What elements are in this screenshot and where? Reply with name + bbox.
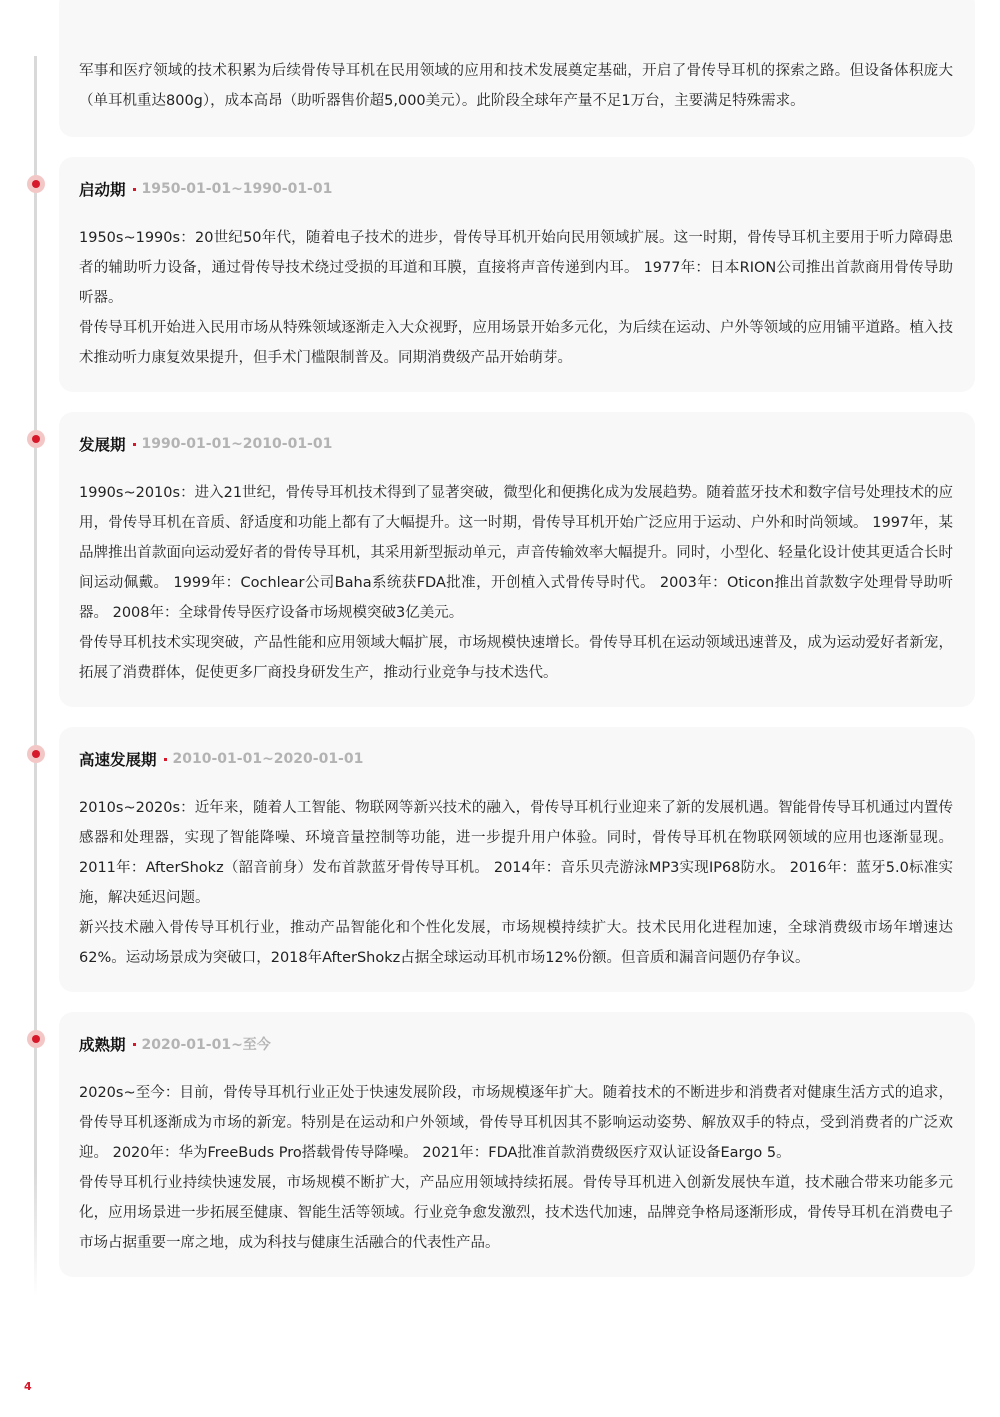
timeline-dot-startup (27, 175, 45, 193)
timeline-line (34, 56, 37, 1296)
stage-header (79, 727, 953, 791)
timeline-dot-rapid-growth (27, 745, 45, 763)
stage-date: 1990-01-01~2010-01-01 (141, 436, 333, 452)
stage-date: 2020-01-01~至今 (141, 1037, 271, 1053)
stage-paragraph: 骨传导耳机技术实现突破，产品性能和应用领域大幅扩展，市场规模快速增长。骨传导耳机在运动领域迅速普及，成为运动爱好者新宠，拓展了消费群体，促使更多厂商投身研发生产，推动行业竞争与技术迭代。 (79, 635, 953, 681)
title-separator-dot (133, 1043, 136, 1046)
stage-header (79, 412, 953, 476)
intro-card-body (79, 56, 953, 116)
stage-header (79, 157, 953, 221)
stage-title: 发展期 (79, 436, 126, 454)
stage-body (79, 1076, 953, 1258)
stage-title: 成熟期 (79, 1036, 126, 1054)
stage-title: 高速发展期 (79, 751, 157, 769)
stage-card-rapid-growth (59, 727, 975, 992)
stage-body (79, 476, 953, 688)
stage-date: 2010-01-01~2020-01-01 (172, 751, 364, 767)
page-number: 4 (24, 1380, 32, 1393)
stage-paragraph: 骨传导耳机行业持续快速发展，市场规模不断扩大，产品应用领域持续拓展。骨传导耳机进入创新发展快车道，技术融合带来功能多元化，应用场景进一步拓展至健康、智能生活等领域。行业竞争愈发激烈，技术迭代加速，品牌竞争格局逐渐形成，骨传导耳机在消费电子市场占据重要一席之地，成为科技与健康生活融合的代表性产品。 (79, 1175, 953, 1251)
stage-title: 启动期 (79, 181, 126, 199)
timeline-dot-mature (27, 1030, 45, 1048)
stage-paragraph: 1950s~1990s：20世纪50年代，随着电子技术的进步，骨传导耳机开始向民用领域扩展。这一时期，骨传导耳机主要用于听力障碍患者的辅助听力设备，通过骨传导技术绕过受损的耳道和耳膜，直接将声音传递到内耳。 1977年：日本RION公司推出首款商用骨传导助听器。 (79, 230, 953, 306)
title-separator-dot (164, 758, 167, 761)
timeline-dot-development (27, 430, 45, 448)
stage-card-development (59, 412, 975, 707)
stage-card-mature (59, 1012, 975, 1277)
stage-paragraph: 2010s~2020s：近年来，随着人工智能、物联网等新兴技术的融入，骨传导耳机行业迎来了新的发展机遇。智能骨传导耳机通过内置传感器和处理器，实现了智能降噪、环境音量控制等功能，进一步提升用户体验。同时，骨传导耳机在物联网领域的应用也逐渐显现。 2011年：AfterShokz（韶音前身）发布首款蓝牙骨传导耳机。 2014年：音乐贝壳游泳MP3实现IP68防水。 2016年：蓝牙5.0标准实施，解决延迟问题。 (79, 800, 953, 906)
stage-date: 1950-01-01~1990-01-01 (141, 181, 333, 197)
stage-body (79, 791, 953, 973)
intro-paragraph: 军事和医疗领域的技术积累为后续骨传导耳机在民用领域的应用和技术发展奠定基础，开启了骨传导耳机的探索之路。但设备体积庞大（单耳机重达800g），成本高昂（助听器售价超5,000美元）。此阶段全球年产量不足1万台，主要满足特殊需求。 (79, 63, 953, 109)
stage-card-startup (59, 157, 975, 392)
title-separator-dot (133, 443, 136, 446)
stage-paragraph: 新兴技术融入骨传导耳机行业，推动产品智能化和个性化发展，市场规模持续扩大。技术民用化进程加速，全球消费级市场年增速达62%。运动场景成为突破口，2018年AfterShokz占据全球运动耳机市场12%份额。但音质和漏音问题仍存争议。 (79, 920, 953, 966)
stage-header (79, 1012, 953, 1076)
intro-card (59, 0, 975, 137)
stage-paragraph: 1990s~2010s：进入21世纪，骨传导耳机技术得到了显著突破，微型化和便携化成为发展趋势。随着蓝牙技术和数字信号处理技术的应用，骨传导耳机在音质、舒适度和功能上都有了大幅提升。这一时期，骨传导耳机开始广泛应用于运动、户外和时尚领域。 1997年，某品牌推出首款面向运动爱好者的骨传导耳机，其采用新型振动单元，声音传输效率大幅提升。同时，小型化、轻量化设计使其更适合长时间运动佩戴。 1999年：Cochlear公司Baha系统获FDA批准，开创植入式骨传导时代。 2003年：Oticon推出首款数字处理骨导助听器。 2008年：全球骨传导医疗设备市场规模突破3亿美元。 (79, 485, 953, 621)
title-separator-dot (133, 188, 136, 191)
stage-body (79, 221, 953, 373)
stage-paragraph: 2020s~至今：目前，骨传导耳机行业正处于快速发展阶段，市场规模逐年扩大。随着技术的不断进步和消费者对健康生活方式的追求，骨传导耳机逐渐成为市场的新宠。特别是在运动和户外领域，骨传导耳机因其不影响运动姿势、解放双手的特点，受到消费者的广泛欢迎。 2020年：华为FreeBuds Pro搭载骨传导降噪。 2021年：FDA批准首款消费级医疗双认证设备Eargo 5。 (79, 1085, 953, 1161)
stage-paragraph: 骨传导耳机开始进入民用市场从特殊领域逐渐走入大众视野，应用场景开始多元化，为后续在运动、户外等领域的应用铺平道路。植入技术推动听力康复效果提升，但手术门槛限制普及。同期消费级产品开始萌芽。 (79, 320, 953, 366)
